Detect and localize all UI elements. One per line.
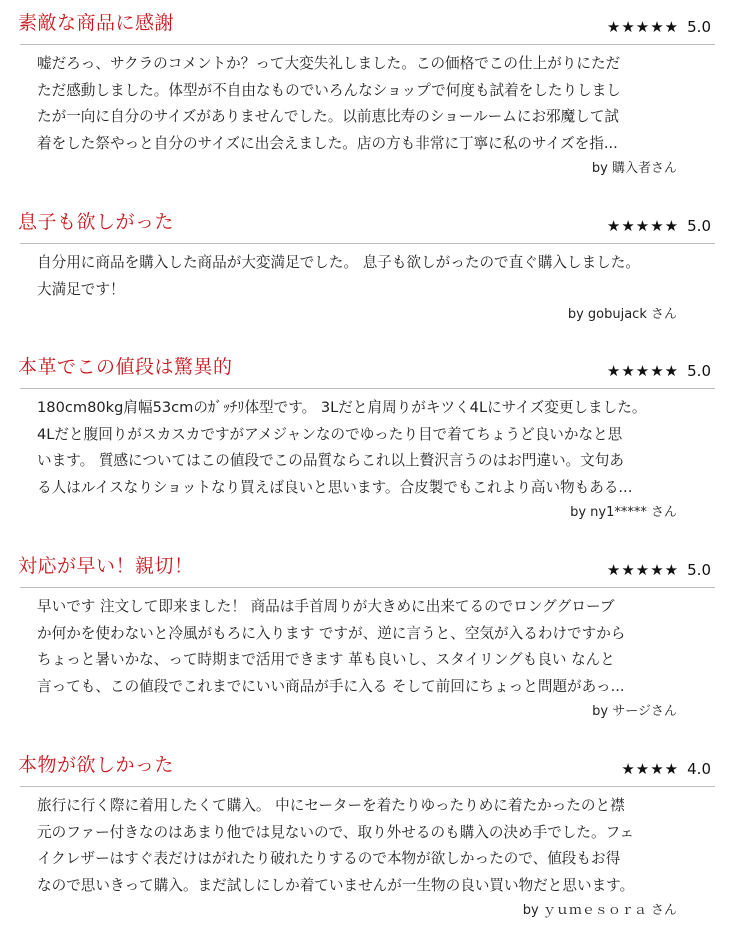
rating xyxy=(607,362,711,380)
star-rating-icon: ★★★★★ xyxy=(606,362,680,380)
review-header xyxy=(20,547,715,588)
star-rating-icon: ★★★★★ xyxy=(606,217,680,235)
review-header xyxy=(20,203,715,244)
review-header xyxy=(20,746,715,787)
review-author: by gobujack さん xyxy=(567,307,677,322)
review-card xyxy=(0,4,735,176)
review-header xyxy=(20,4,715,45)
star-rating-icon: ★★★★ xyxy=(621,760,680,778)
review-author: by ｙｕｍｅｓｏｒａ さん xyxy=(522,903,677,918)
review-body: 旅行に行く際に着用したくて購入。 中にセーターを着たりゆったりめに着たかったのと襟 元のファー付きなのはあまり他では見ないので、取り外せるのも購入の決め手でした。フェ イクレザーはすぐ表だけはがれたり破れたりするので本物が欲しかったので、値段もお得 なので思いきって購入。まだ試しにしか着ていませんが一生物の良い買い物だと思います。 xyxy=(37,797,635,894)
rating xyxy=(621,760,711,778)
review-title: 息子も欲しがった xyxy=(18,211,175,233)
rating xyxy=(607,18,711,36)
review-body: 180cm80kg肩幅53cmのｶﾞｯﾁﾘ体型です。 3Lだと肩周りがキツく4Lにサイズ変更しました。 4Lだと腹回りがスカスカですがアメジャンなのでゆったり目で着てちょうど良いかなと思 います。 質感についてはこの値段でこの品質ならこれ以上贅沢言うのはお門違い。文句あ る人はルイスなりショットなり買えば良いと思います。合皮製でもこれより高い物もある... xyxy=(37,399,647,496)
review-card xyxy=(0,348,735,520)
rating-score: 5.0 xyxy=(687,561,711,579)
rating-score: 4.0 xyxy=(687,760,711,778)
rating xyxy=(607,217,711,235)
review-body: 自分用に商品を購入した商品が大変満足でした。 息子も欲しがったので直ぐ購入しました。 大満足です！ xyxy=(37,254,640,298)
review-body: 嘘だろっ、サクラのコメントか？って大変失礼しました。この価格でこの仕上がりにただ ただ感動しました。体型が不自由なものでいろんなショップで何度も試着をしたりしまし たが一向に自分のサイズがありませんでした。以前恵比寿のショールームにお邪魔して試 着をした祭やっと自分のサイズに出会えました。店の方も非常に丁寧に私のサイズを指... xyxy=(37,55,621,152)
review-card xyxy=(0,547,735,719)
review-card xyxy=(0,203,735,322)
review-header xyxy=(20,348,715,389)
review-author: by 購入者さん xyxy=(591,161,677,176)
review-author: by ny1***** さん xyxy=(570,505,677,520)
review-title: 本革でこの値段は驚異的 xyxy=(18,356,233,378)
star-rating-icon: ★★★★★ xyxy=(606,18,680,36)
review-body: 早いです 注文して即来ました！ 商品は手首周りが大きめに出来てるのでロンググローブ か何かを使わないと冷風がもろに入ります ですが、逆に言うと、空気が入るわけですから ちょっと暑いかな、って時期まで活用できます 革も良いし、スタイリングも良い なんと 言っても、この値段でこれまでにいい商品が手に入る そして前回にちょっと問題があっ... xyxy=(37,598,626,695)
rating-score: 5.0 xyxy=(687,18,711,36)
review-author: by サージさん xyxy=(592,704,677,719)
review-title: 対応が早い！親切！ xyxy=(18,555,194,577)
rating-score: 5.0 xyxy=(687,217,711,235)
review-card xyxy=(0,746,735,918)
rating xyxy=(607,561,711,579)
star-rating-icon: ★★★★★ xyxy=(606,561,680,579)
rating-score: 5.0 xyxy=(687,362,711,380)
review-title: 素敵な商品に感謝 xyxy=(18,12,175,34)
review-title: 本物が欲しかった xyxy=(18,754,175,776)
